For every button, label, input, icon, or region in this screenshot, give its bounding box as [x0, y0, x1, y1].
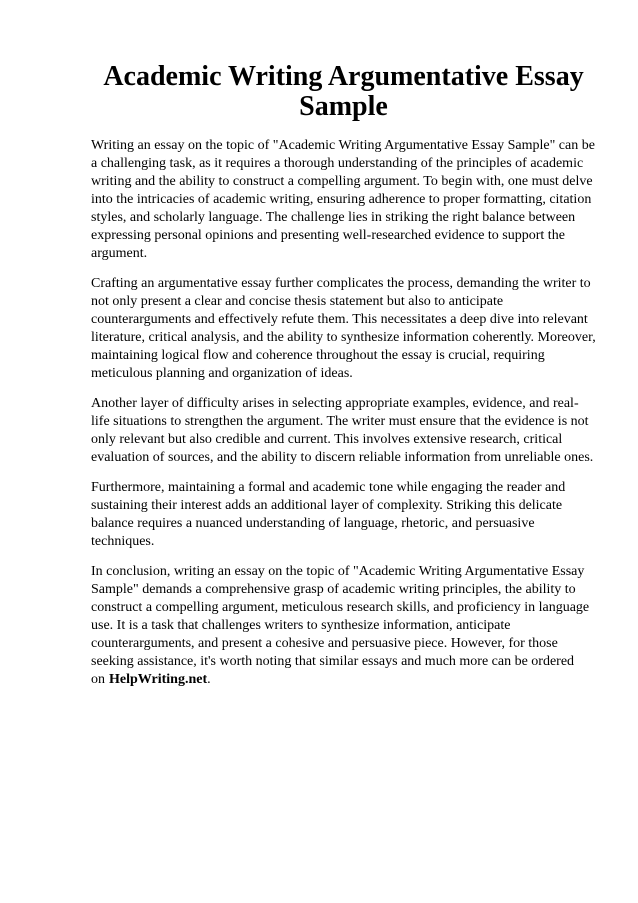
document-body [91, 137, 596, 689]
paragraph-4: Furthermore, maintaining a formal and academic tone while engaging the reader and sustaining their interest adds an additional layer of complexity. Striking this delicate balance requires a nuanced understanding of language, rhetoric, and persuasive techniques. [91, 480, 566, 549]
document-title: Academic Writing Argumentative Essay Sample [103, 61, 584, 122]
helpwriting-link[interactable]: HelpWriting.net [109, 672, 208, 687]
paragraph-2: Crafting an argumentative essay further complicates the process, demanding the writer to not only present a clear and concise thesis statement but also to anticipate counterarguments and effectively refute them. This necessitates a deep dive into relevant literature, critical analysis, and the ability to synthesize information coherently. Moreover, maintaining logical flow and coherence throughout the essay is crucial, requiring meticulous planning and organization of ideas. [91, 276, 596, 381]
paragraph-5 [91, 563, 596, 689]
paragraph-5-period: . [207, 672, 211, 687]
paragraph-5-text: In conclusion, writing an essay on the topic of "Academic Writing Argumentative Essay Sample" demands a comprehensive grasp of academic writing principles, the ability to construct a compelling argument, meticulous research skills, and proficiency in language use. It is a task that challenges writers to synthesize information, anticipate counterarguments, and present a cohesive and persuasive piece. However, for those seeking assistance, it's worth noting that similar essays and much more can be ordered on [91, 564, 590, 687]
paragraph-3: Another layer of difficulty arises in selecting appropriate examples, evidence, and real-life situations to strengthen the argument. The writer must ensure that the evidence is not only relevant but also credible and current. This involves extensive research, critical evaluation of sources, and the ability to discern reliable information from unreliable ones. [91, 396, 594, 465]
paragraph-1: Writing an essay on the topic of "Academic Writing Argumentative Essay Sample" can be a challenging task, as it requires a thorough understanding of the principles of academic writing and the ability to construct a compelling argument. To begin with, one must delve into the intricacies of academic writing, ensuring adherence to proper formatting, citation styles, and scholarly language. The challenge lies in striking the right balance between expressing personal opinions and presenting well-researched evidence to support the argument. [91, 138, 595, 261]
document-page [91, 62, 596, 701]
